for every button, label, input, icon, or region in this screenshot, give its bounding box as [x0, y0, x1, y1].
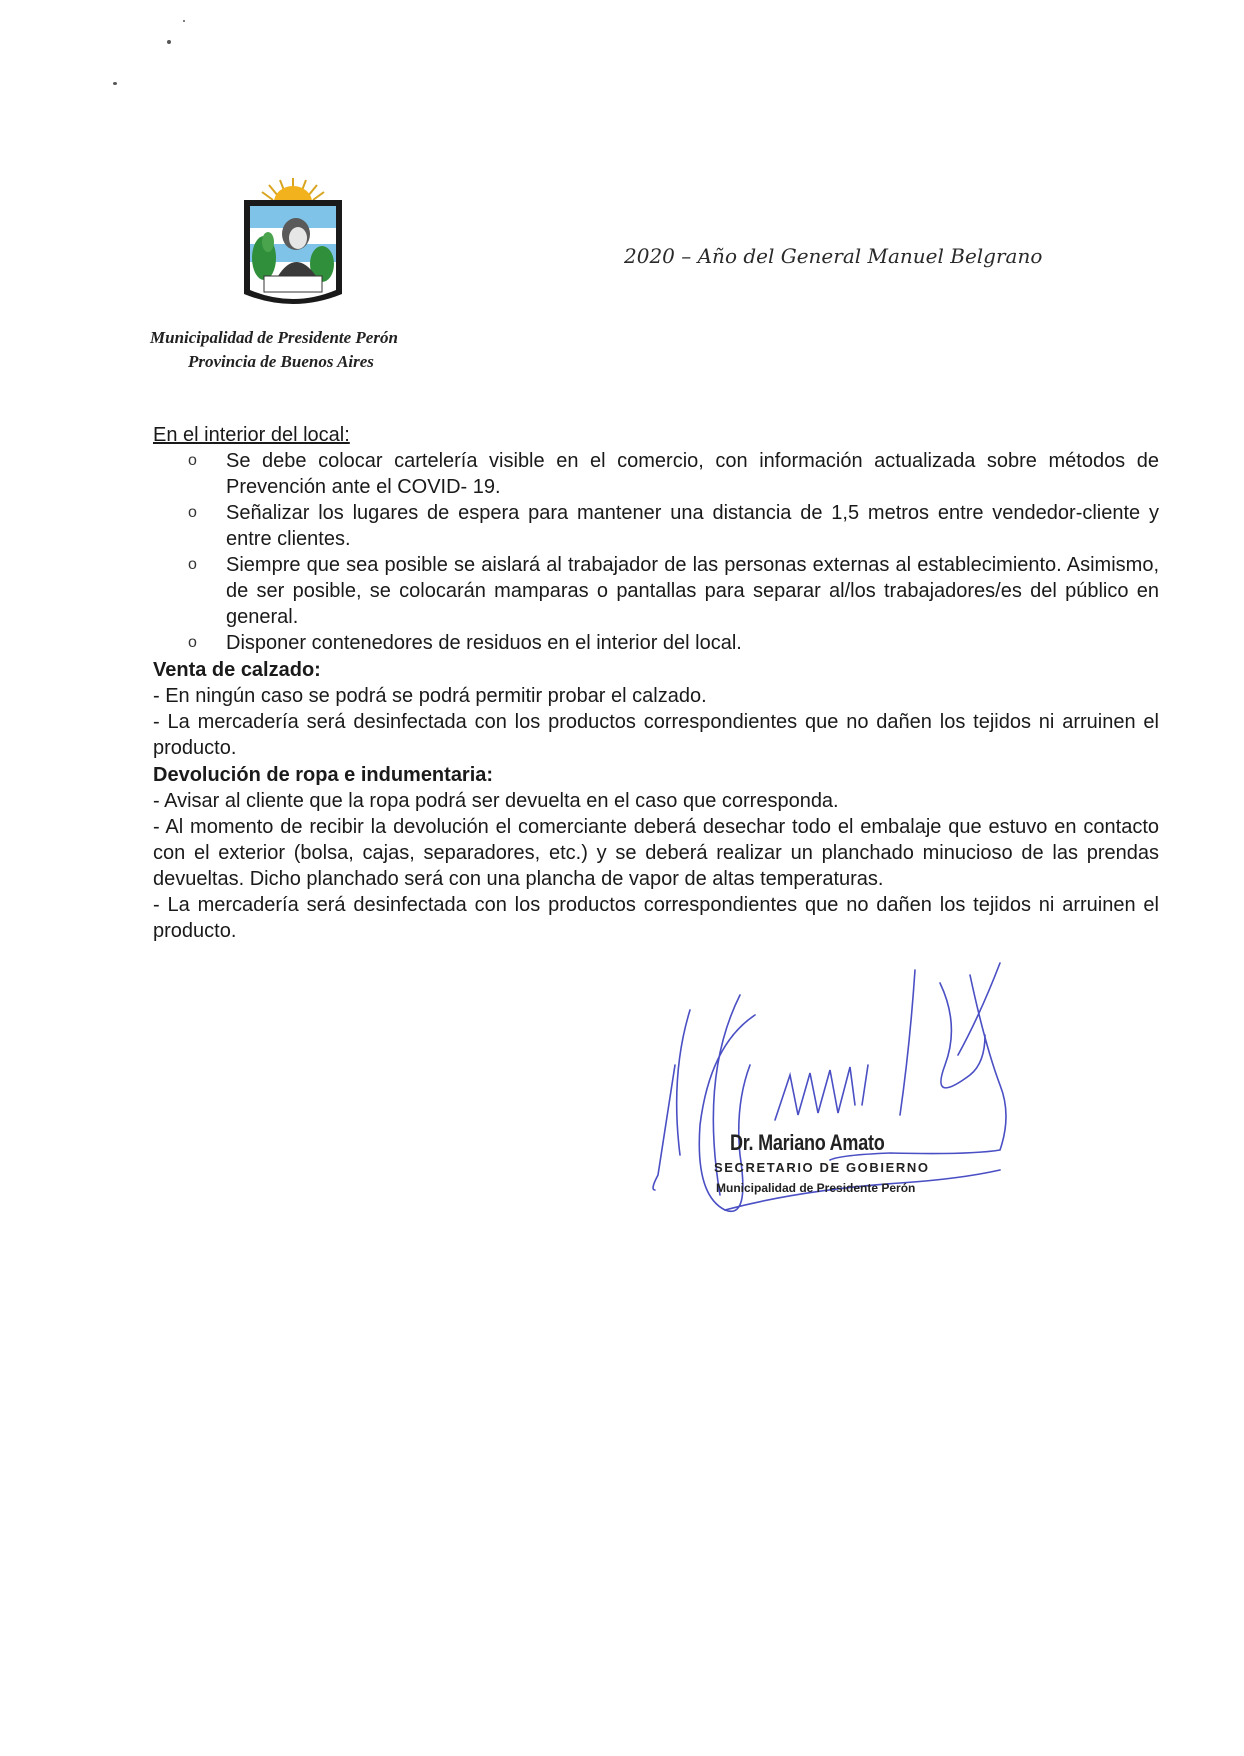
ropa-item: - Avisar al cliente que la ropa podrá ser devuelta en el caso que corresponda. — [153, 790, 839, 812]
ropa-heading: Devolución de ropa e indumentaria: — [153, 764, 494, 786]
scan-speck — [113, 82, 117, 85]
bullet-marker: o — [188, 634, 197, 651]
signer-role: SECRETARIO DE GOBIERNO — [714, 1160, 930, 1175]
list-item — [153, 552, 1159, 630]
municipality-name: Municipalidad de Presidente Perón — [150, 328, 398, 347]
bullet-marker: o — [188, 452, 197, 469]
municipal-crest-logo — [238, 176, 348, 316]
bullet-marker: o — [188, 504, 197, 521]
bullet-marker: o — [188, 556, 197, 573]
signer-organization: Municipalidad de Presidente Perón — [716, 1181, 916, 1195]
signer-name: Dr. Mariano Amato — [730, 1130, 885, 1155]
list-item-text: Se debe colocar cartelería visible en el comercio, con información actualizada sobre métodos de Prevención ante el COVID- 19. — [226, 450, 1159, 498]
ropa-item: - La mercadería será desinfectada con los productos correspondientes que no dañen los tejidos ni arruinen el producto. — [153, 894, 1159, 942]
list-item-text: Señalizar los lugares de espera para mantener una distancia de 1,5 metros entre vendedor-cliente y entre clientes. — [226, 502, 1159, 550]
calzado-item: - En ningún caso se podrá se podrá permitir probar el calzado. — [153, 685, 707, 707]
document-body — [153, 422, 1159, 944]
section-title: En el interior del local: — [153, 424, 350, 446]
ropa-item: - Al momento de recibir la devolución el comerciante deberá desechar todo el embalaje que estuvo en contacto con el exterior (bolsa, cajas, separadores, etc.) y se deberá realizar un planchado minucioso de las prendas devueltas. Dicho planchado será con una plancha de vapor de altas temperaturas. — [153, 816, 1159, 890]
list-item — [153, 630, 1159, 656]
scan-speck — [183, 20, 185, 22]
handwritten-signature — [640, 955, 1040, 1255]
motto-line: 2020 – Año del General Manuel Belgrano — [624, 244, 1043, 268]
list-item — [153, 500, 1159, 552]
municipality-block — [150, 326, 490, 374]
calzado-heading: Venta de calzado: — [153, 659, 321, 681]
bullet-list — [153, 448, 1159, 656]
list-item-text: Disponer contenedores de residuos en el interior del local. — [226, 632, 742, 654]
list-item-text: Siempre que sea posible se aislará al trabajador de las personas externas al establecimiento. Asimismo, de ser posible, se colocarán mamparas o pantallas para separar al/los trabajadores/es del público en general. — [226, 554, 1159, 628]
scan-speck — [167, 40, 171, 44]
calzado-item: - La mercadería será desinfectada con los productos correspondientes que no dañen los tejidos ni arruinen el producto. — [153, 711, 1159, 759]
signature-stamp — [714, 1130, 1030, 1195]
province-name: Provincia de Buenos Aires — [188, 352, 374, 371]
list-item — [153, 448, 1159, 500]
